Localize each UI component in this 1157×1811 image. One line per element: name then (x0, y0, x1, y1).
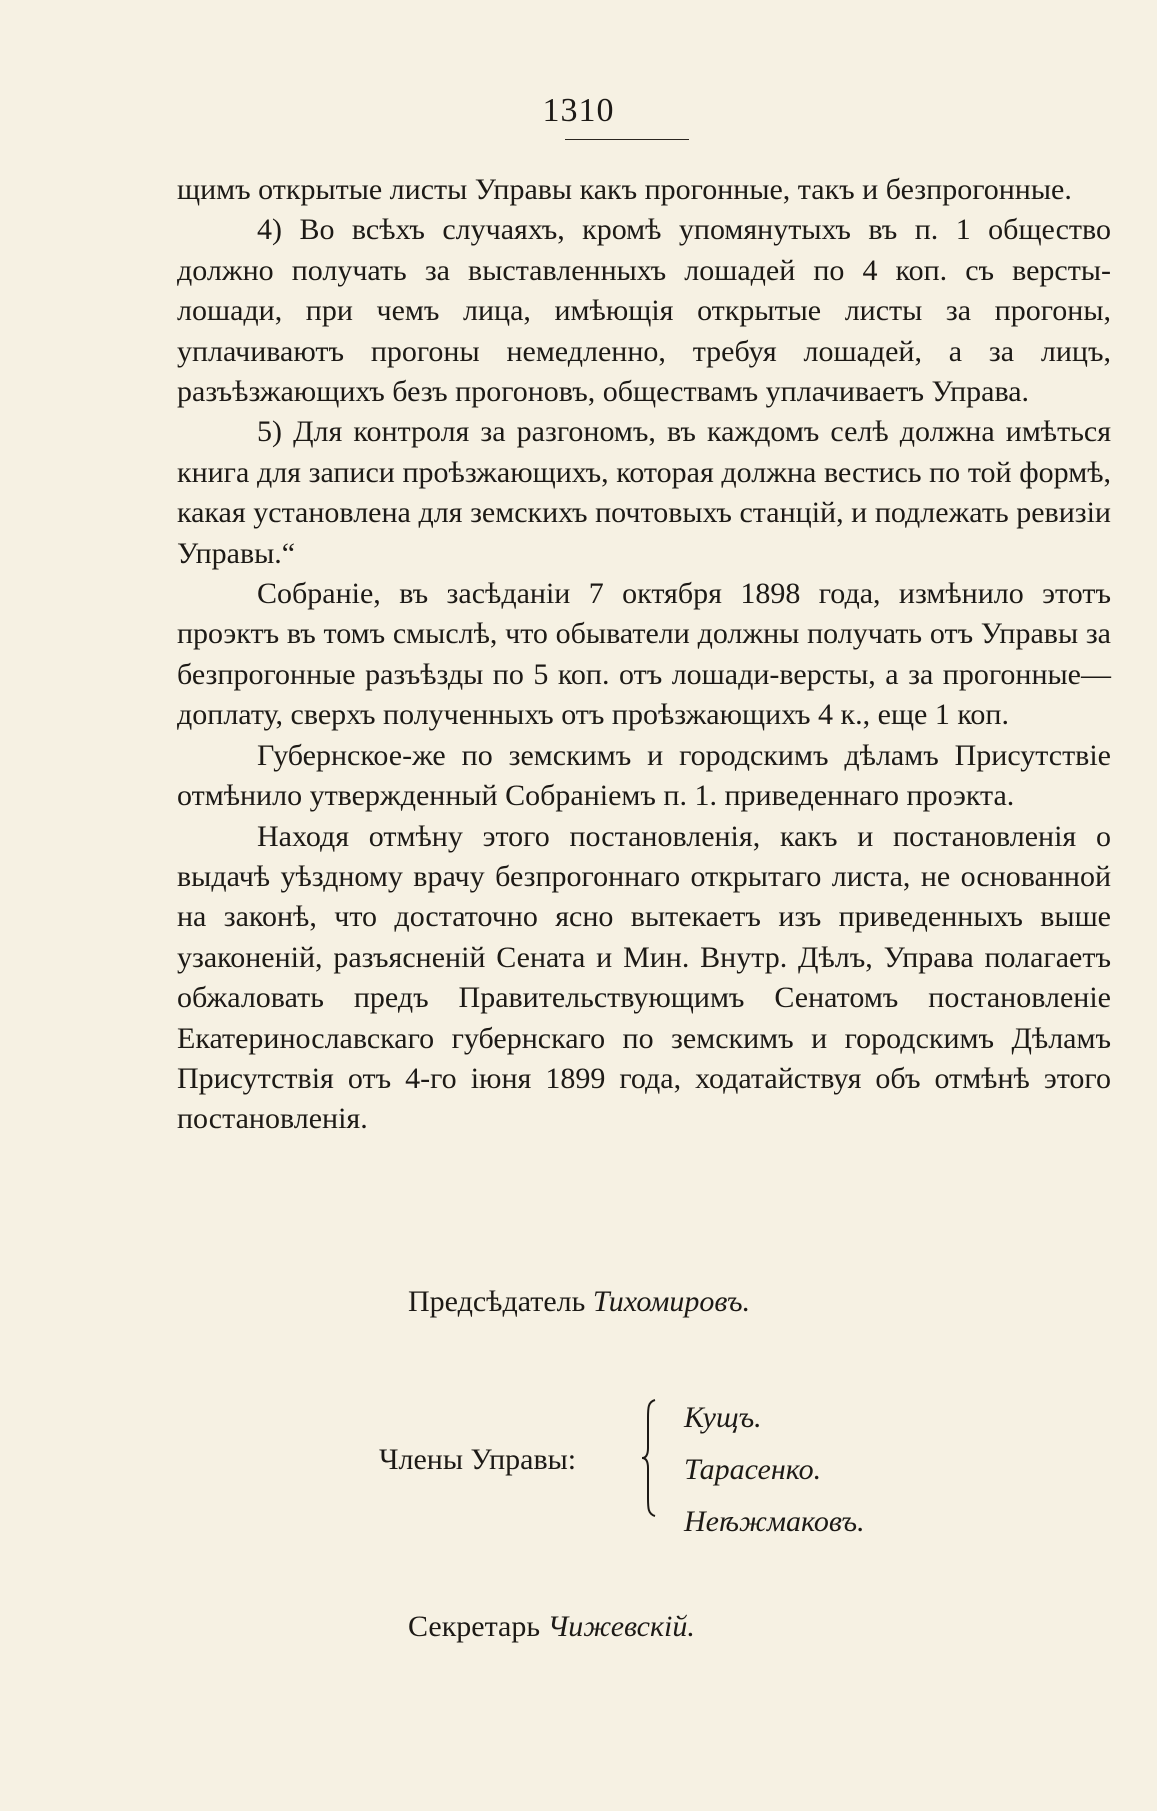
chair-name: Тихомировъ. (592, 1285, 751, 1318)
paragraph: 4) Во всѣхъ случаяхъ, кромѣ упомянутыхъ въ п. 1 общество должно получать за выставленныхъ лошадей по 4 коп. съ версты-лошади, при чемъ лица, имѣющія открытые листы за прогоны, уплачиваютъ прогоны немедленно, требуя лошадей, а за лицъ, разъѣзжающихъ безъ прогоновъ, обществамъ уплачиваетъ Управа. (177, 213, 1111, 409)
member-name: Кущъ. (684, 1401, 762, 1434)
members-list (684, 1392, 865, 1548)
paragraph: Губернское-же по земскимъ и городскимъ дѣламъ Присутствіе отмѣнило утвержденный Собраніемъ п. 1. приведеннаго проэкта. (177, 738, 1111, 813)
secretary-title: Секретарь (408, 1610, 541, 1643)
paragraph: Собраніе, въ засѣданіи 7 октября 1898 года, измѣнило этотъ проэктъ въ томъ смыслѣ, что обыватели должны получать отъ Управы за безпрогонные разъѣзды по 5 коп. отъ лошади-версты, а за прогонные—доплату, сверхъ полученныхъ отъ проѣзжающихъ 4 к., еще 1 коп. (177, 577, 1111, 732)
body-text (177, 170, 1111, 1140)
paragraph: Находя отмѣну этого постановленія, какъ и постановленія о выдачѣ уѣздному врачу безпрогоннаго открытаго листа, не основанной на законѣ, что достаточно ясно вытекаетъ изъ приведенныхъ выше узаконеній, разъясненій Сената и Мин. Внутр. Дѣлъ, Управа полагаетъ обжаловать предъ Правительствующимъ Сенатомъ постановленіе Екатеринославскаго губернскаго по земскимъ и городскимъ Дѣламъ Присутствія отъ 4-го іюня 1899 года, ходатайствуя объ отмѣнѣ этого постановленія. (177, 819, 1111, 1136)
page-number-rule (565, 139, 689, 140)
page-number: 1310 (542, 92, 615, 129)
member-name: Тарасенко. (684, 1453, 822, 1486)
paragraph: 5) Для контроля за разгономъ, въ каждомъ селѣ должна имѣться книга для записи проѣзжающихъ, которая должна вестись по той формѣ, какая установлена для земскихъ почтовыхъ станцій, и подлежать ревизіи Управы.“ (177, 415, 1111, 570)
secretary-signature-line (408, 1610, 695, 1644)
secretary-name: Чижевскій. (547, 1610, 695, 1643)
member-name: Неѣжмаковъ. (684, 1505, 865, 1538)
curly-brace-icon (640, 1398, 660, 1518)
paragraph: щимъ открытые листы Управы какъ прогонные, такъ и безпрогонные. (177, 173, 1072, 206)
chair-title: Предсѣдатель (408, 1285, 586, 1318)
members-title: Члены Управы: (379, 1443, 577, 1476)
chair-signature-line (408, 1285, 750, 1319)
